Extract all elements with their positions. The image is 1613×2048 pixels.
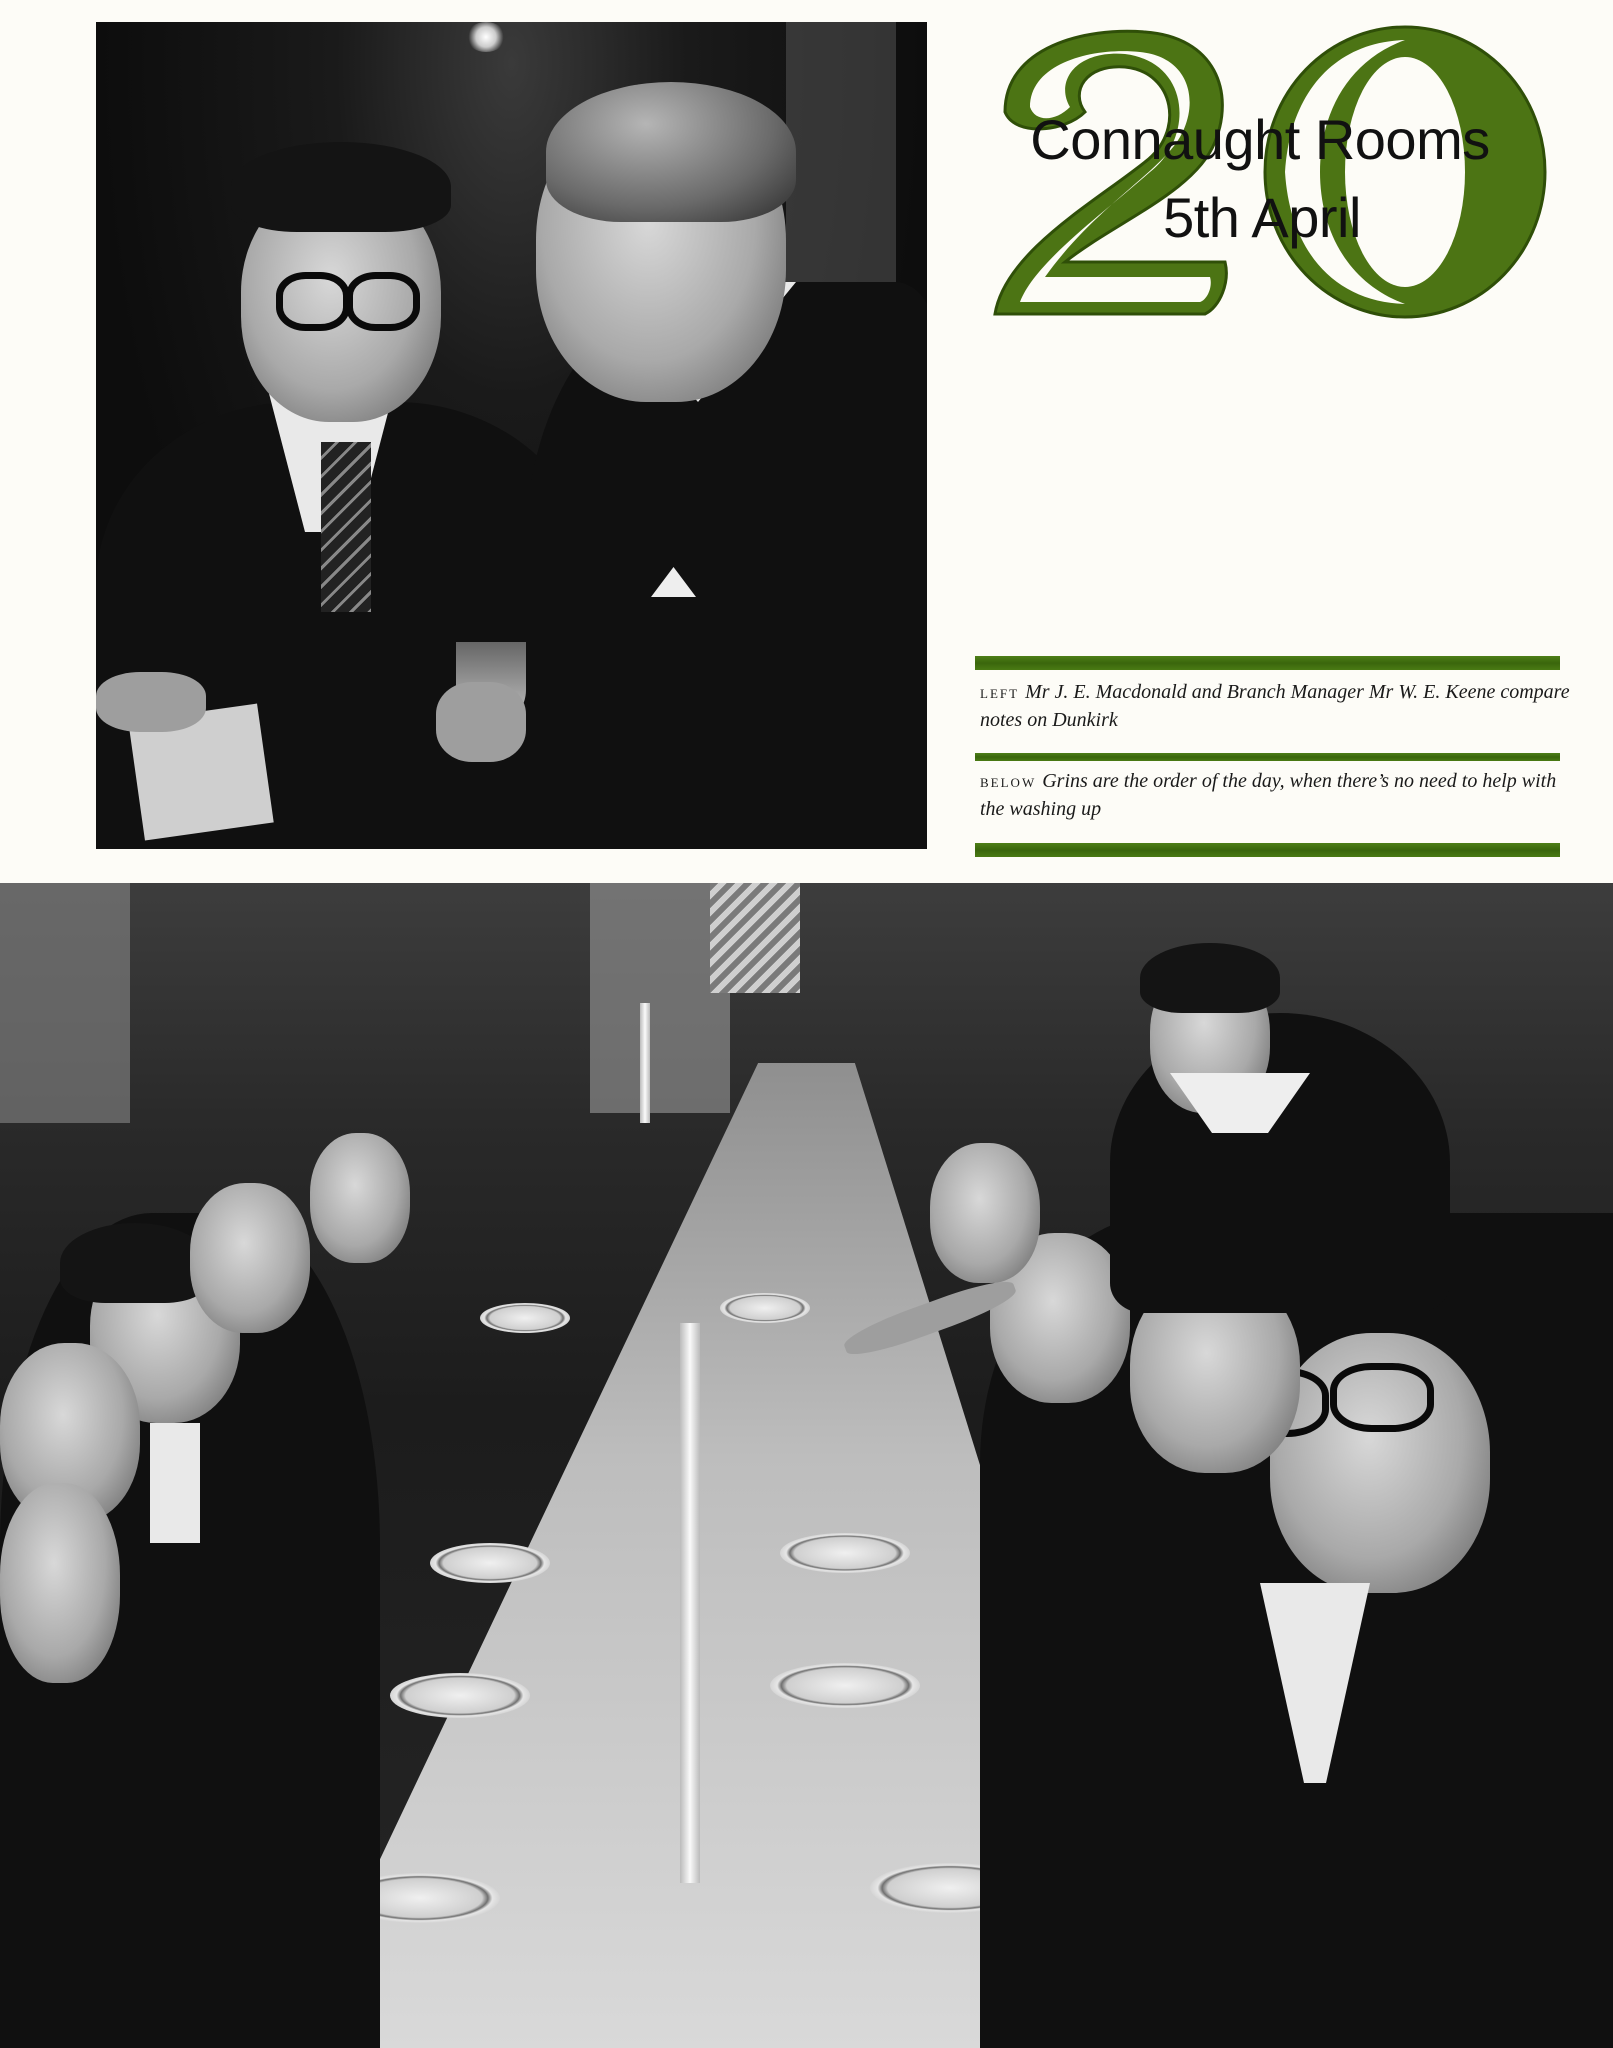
left-man-hair	[231, 142, 451, 232]
caption-text: Grins are the order of the day, when there’s no need to help with the washing up	[980, 770, 1557, 820]
title-block	[975, 22, 1565, 322]
glasses-icon	[346, 272, 420, 331]
glasses-icon	[276, 272, 350, 331]
decorative-numeral	[975, 22, 1565, 322]
photo-macdonald-keene	[96, 22, 927, 849]
plate	[780, 1533, 910, 1573]
caption-lead: left	[980, 682, 1020, 702]
ornamental-20-icon	[975, 22, 1565, 322]
caption-left	[980, 678, 1570, 734]
caption-below	[980, 767, 1570, 823]
candle	[680, 1323, 700, 1883]
window-lattice	[710, 883, 800, 993]
venue-title: Connaught Rooms	[1030, 108, 1490, 171]
plate	[480, 1303, 570, 1333]
plate	[770, 1663, 920, 1708]
diner-shirt	[150, 1423, 200, 1543]
diner-hair	[60, 1223, 210, 1303]
divider-bar	[975, 843, 1560, 857]
diner-face	[0, 1483, 120, 1683]
wall-panel	[590, 883, 730, 1113]
candle	[640, 1003, 650, 1123]
caption-text: Mr J. E. Macdonald and Branch Manager Mr W. E. Keene compare notes on Dunkirk	[980, 681, 1570, 731]
diner-face	[310, 1133, 410, 1263]
ceiling-light	[466, 22, 506, 52]
glasses-icon	[1330, 1363, 1434, 1432]
plate	[390, 1673, 530, 1718]
right-man-hair	[546, 82, 796, 222]
pillar	[0, 883, 130, 1123]
left-man-tie	[321, 442, 371, 612]
divider-bar	[975, 753, 1560, 761]
waitress-hair	[1140, 943, 1280, 1013]
diner-face	[190, 1183, 310, 1333]
divider-bar	[975, 656, 1560, 670]
date-title: 5th April	[1163, 186, 1361, 249]
hand	[96, 672, 206, 732]
photo-banquet-table	[0, 883, 1613, 2048]
plate	[720, 1293, 810, 1323]
diner-face	[930, 1143, 1040, 1283]
plate	[430, 1543, 550, 1583]
hand	[436, 682, 526, 762]
caption-lead: below	[980, 771, 1037, 791]
